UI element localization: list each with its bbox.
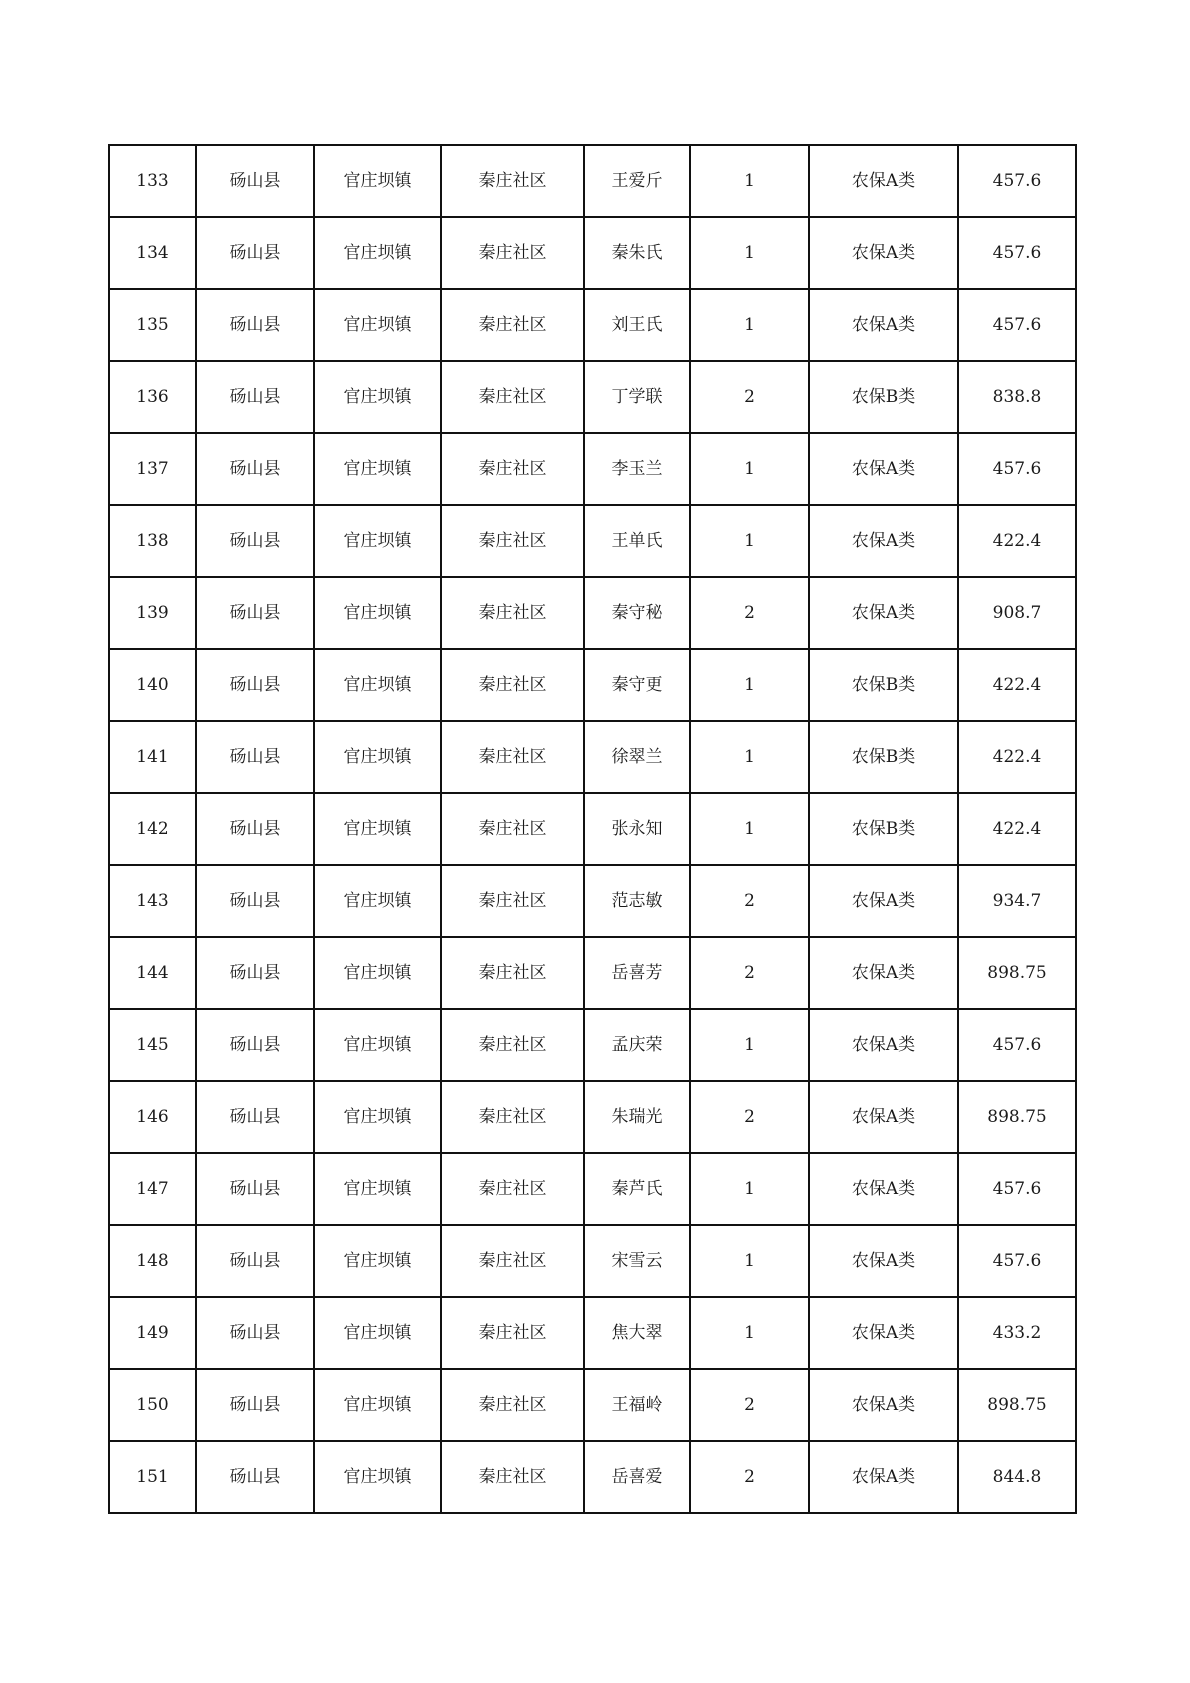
amount-cell: 908.7	[958, 577, 1076, 649]
serial-number-cell: 148	[109, 1225, 196, 1297]
household-size-cell: 1	[690, 1225, 809, 1297]
name-cell: 王单氏	[584, 505, 690, 577]
table-row	[109, 721, 1076, 793]
category-cell: 农保A类	[809, 505, 958, 577]
amount-cell: 844.8	[958, 1441, 1076, 1513]
household-size-cell: 1	[690, 289, 809, 361]
name-cell: 秦守更	[584, 649, 690, 721]
table-row	[109, 1369, 1076, 1441]
table-row	[109, 1297, 1076, 1369]
category-cell: 农保A类	[809, 289, 958, 361]
table-body	[109, 145, 1076, 1513]
county-cell: 砀山县	[196, 433, 314, 505]
household-size-cell: 1	[690, 1153, 809, 1225]
serial-number-cell: 147	[109, 1153, 196, 1225]
county-cell: 砀山县	[196, 577, 314, 649]
household-size-cell: 1	[690, 793, 809, 865]
table-row	[109, 1009, 1076, 1081]
town-cell: 官庄坝镇	[314, 433, 441, 505]
name-cell: 王爱斤	[584, 145, 690, 217]
household-size-cell: 2	[690, 361, 809, 433]
community-cell: 秦庄社区	[441, 937, 584, 1009]
town-cell: 官庄坝镇	[314, 793, 441, 865]
table-row	[109, 145, 1076, 217]
town-cell: 官庄坝镇	[314, 1009, 441, 1081]
town-cell: 官庄坝镇	[314, 937, 441, 1009]
category-cell: 农保A类	[809, 577, 958, 649]
table-row	[109, 865, 1076, 937]
county-cell: 砀山县	[196, 505, 314, 577]
amount-cell: 457.6	[958, 289, 1076, 361]
category-cell: 农保B类	[809, 721, 958, 793]
county-cell: 砀山县	[196, 289, 314, 361]
amount-cell: 457.6	[958, 1225, 1076, 1297]
table-row	[109, 577, 1076, 649]
subsidy-roster-table	[108, 144, 1077, 1514]
amount-cell: 457.6	[958, 217, 1076, 289]
serial-number-cell: 137	[109, 433, 196, 505]
amount-cell: 457.6	[958, 145, 1076, 217]
community-cell: 秦庄社区	[441, 1009, 584, 1081]
community-cell: 秦庄社区	[441, 649, 584, 721]
household-size-cell: 2	[690, 865, 809, 937]
amount-cell: 457.6	[958, 1009, 1076, 1081]
county-cell: 砀山县	[196, 1153, 314, 1225]
name-cell: 刘王氏	[584, 289, 690, 361]
serial-number-cell: 138	[109, 505, 196, 577]
serial-number-cell: 136	[109, 361, 196, 433]
county-cell: 砀山县	[196, 145, 314, 217]
amount-cell: 422.4	[958, 505, 1076, 577]
county-cell: 砀山县	[196, 793, 314, 865]
table-row	[109, 217, 1076, 289]
town-cell: 官庄坝镇	[314, 217, 441, 289]
category-cell: 农保A类	[809, 145, 958, 217]
county-cell: 砀山县	[196, 1369, 314, 1441]
name-cell: 孟庆荣	[584, 1009, 690, 1081]
community-cell: 秦庄社区	[441, 1225, 584, 1297]
town-cell: 官庄坝镇	[314, 865, 441, 937]
serial-number-cell: 144	[109, 937, 196, 1009]
county-cell: 砀山县	[196, 1009, 314, 1081]
table-row	[109, 361, 1076, 433]
town-cell: 官庄坝镇	[314, 1153, 441, 1225]
household-size-cell: 1	[690, 1297, 809, 1369]
category-cell: 农保B类	[809, 649, 958, 721]
community-cell: 秦庄社区	[441, 1441, 584, 1513]
name-cell: 徐翠兰	[584, 721, 690, 793]
category-cell: 农保A类	[809, 937, 958, 1009]
county-cell: 砀山县	[196, 1297, 314, 1369]
amount-cell: 898.75	[958, 1369, 1076, 1441]
town-cell: 官庄坝镇	[314, 505, 441, 577]
county-cell: 砀山县	[196, 1081, 314, 1153]
name-cell: 岳喜爱	[584, 1441, 690, 1513]
category-cell: 农保B类	[809, 361, 958, 433]
name-cell: 王福岭	[584, 1369, 690, 1441]
name-cell: 李玉兰	[584, 433, 690, 505]
community-cell: 秦庄社区	[441, 865, 584, 937]
community-cell: 秦庄社区	[441, 289, 584, 361]
amount-cell: 433.2	[958, 1297, 1076, 1369]
household-size-cell: 2	[690, 1081, 809, 1153]
household-size-cell: 1	[690, 433, 809, 505]
community-cell: 秦庄社区	[441, 1153, 584, 1225]
town-cell: 官庄坝镇	[314, 1441, 441, 1513]
household-size-cell: 2	[690, 1369, 809, 1441]
community-cell: 秦庄社区	[441, 577, 584, 649]
name-cell: 秦朱氏	[584, 217, 690, 289]
category-cell: 农保A类	[809, 1009, 958, 1081]
county-cell: 砀山县	[196, 721, 314, 793]
household-size-cell: 1	[690, 1009, 809, 1081]
amount-cell: 898.75	[958, 1081, 1076, 1153]
amount-cell: 898.75	[958, 937, 1076, 1009]
category-cell: 农保A类	[809, 1081, 958, 1153]
town-cell: 官庄坝镇	[314, 649, 441, 721]
category-cell: 农保A类	[809, 1441, 958, 1513]
household-size-cell: 1	[690, 145, 809, 217]
amount-cell: 422.4	[958, 793, 1076, 865]
category-cell: 农保A类	[809, 1297, 958, 1369]
community-cell: 秦庄社区	[441, 217, 584, 289]
community-cell: 秦庄社区	[441, 721, 584, 793]
town-cell: 官庄坝镇	[314, 361, 441, 433]
town-cell: 官庄坝镇	[314, 289, 441, 361]
table-row	[109, 505, 1076, 577]
serial-number-cell: 145	[109, 1009, 196, 1081]
serial-number-cell: 151	[109, 1441, 196, 1513]
community-cell: 秦庄社区	[441, 361, 584, 433]
town-cell: 官庄坝镇	[314, 1297, 441, 1369]
amount-cell: 838.8	[958, 361, 1076, 433]
serial-number-cell: 142	[109, 793, 196, 865]
county-cell: 砀山县	[196, 1225, 314, 1297]
name-cell: 宋雪云	[584, 1225, 690, 1297]
table-row	[109, 649, 1076, 721]
serial-number-cell: 134	[109, 217, 196, 289]
household-size-cell: 1	[690, 505, 809, 577]
county-cell: 砀山县	[196, 217, 314, 289]
name-cell: 张永知	[584, 793, 690, 865]
name-cell: 秦守秘	[584, 577, 690, 649]
town-cell: 官庄坝镇	[314, 1225, 441, 1297]
category-cell: 农保A类	[809, 433, 958, 505]
category-cell: 农保A类	[809, 1225, 958, 1297]
household-size-cell: 1	[690, 721, 809, 793]
household-size-cell: 2	[690, 1441, 809, 1513]
community-cell: 秦庄社区	[441, 145, 584, 217]
county-cell: 砀山县	[196, 361, 314, 433]
serial-number-cell: 141	[109, 721, 196, 793]
table-row	[109, 1153, 1076, 1225]
table-row	[109, 937, 1076, 1009]
community-cell: 秦庄社区	[441, 1297, 584, 1369]
amount-cell: 934.7	[958, 865, 1076, 937]
community-cell: 秦庄社区	[441, 1081, 584, 1153]
category-cell: 农保B类	[809, 793, 958, 865]
serial-number-cell: 140	[109, 649, 196, 721]
town-cell: 官庄坝镇	[314, 145, 441, 217]
serial-number-cell: 150	[109, 1369, 196, 1441]
household-size-cell: 1	[690, 649, 809, 721]
table-row	[109, 1081, 1076, 1153]
serial-number-cell: 133	[109, 145, 196, 217]
town-cell: 官庄坝镇	[314, 721, 441, 793]
name-cell: 岳喜芳	[584, 937, 690, 1009]
community-cell: 秦庄社区	[441, 505, 584, 577]
household-size-cell: 1	[690, 217, 809, 289]
amount-cell: 422.4	[958, 721, 1076, 793]
name-cell: 朱瑞光	[584, 1081, 690, 1153]
town-cell: 官庄坝镇	[314, 577, 441, 649]
serial-number-cell: 149	[109, 1297, 196, 1369]
serial-number-cell: 139	[109, 577, 196, 649]
table-row	[109, 433, 1076, 505]
name-cell: 焦大翠	[584, 1297, 690, 1369]
category-cell: 农保A类	[809, 865, 958, 937]
name-cell: 秦芦氏	[584, 1153, 690, 1225]
amount-cell: 457.6	[958, 433, 1076, 505]
county-cell: 砀山县	[196, 649, 314, 721]
county-cell: 砀山县	[196, 865, 314, 937]
table-row	[109, 793, 1076, 865]
category-cell: 农保A类	[809, 217, 958, 289]
amount-cell: 422.4	[958, 649, 1076, 721]
serial-number-cell: 146	[109, 1081, 196, 1153]
community-cell: 秦庄社区	[441, 1369, 584, 1441]
name-cell: 范志敏	[584, 865, 690, 937]
household-size-cell: 2	[690, 937, 809, 1009]
category-cell: 农保A类	[809, 1369, 958, 1441]
town-cell: 官庄坝镇	[314, 1369, 441, 1441]
table-row	[109, 1441, 1076, 1513]
community-cell: 秦庄社区	[441, 433, 584, 505]
serial-number-cell: 143	[109, 865, 196, 937]
name-cell: 丁学联	[584, 361, 690, 433]
table-row	[109, 289, 1076, 361]
household-size-cell: 2	[690, 577, 809, 649]
town-cell: 官庄坝镇	[314, 1081, 441, 1153]
county-cell: 砀山县	[196, 1441, 314, 1513]
category-cell: 农保A类	[809, 1153, 958, 1225]
county-cell: 砀山县	[196, 937, 314, 1009]
community-cell: 秦庄社区	[441, 793, 584, 865]
serial-number-cell: 135	[109, 289, 196, 361]
amount-cell: 457.6	[958, 1153, 1076, 1225]
table-row	[109, 1225, 1076, 1297]
